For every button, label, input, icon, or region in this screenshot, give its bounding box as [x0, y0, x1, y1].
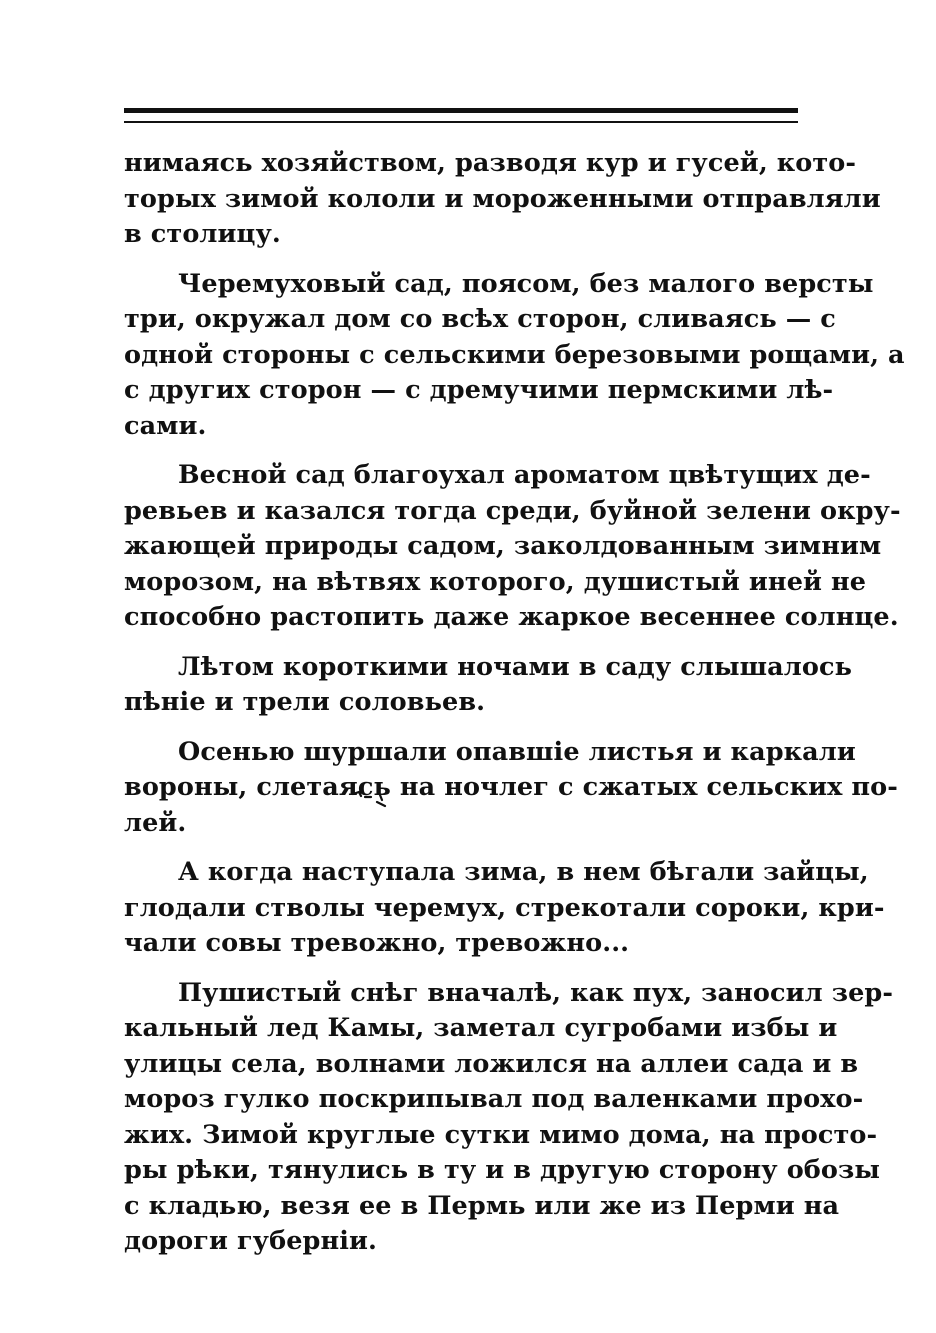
body-text [124, 146, 905, 1274]
paragraph [124, 267, 905, 445]
text-line: жих. Зимой круглые сутки мимо дома, на просто- [124, 1119, 878, 1150]
text-line: с кладью, везя ее в Пермь или же из Перми на [124, 1190, 840, 1221]
text-line: чали совы тревожно, тревожно... [124, 928, 630, 958]
text-line: морозом, на вѣтвях которого, душистый иней не [124, 566, 867, 597]
header-rule-thin [124, 121, 798, 123]
paragraph [124, 458, 901, 636]
text-line: дороги губерніи. [124, 1226, 378, 1256]
text-line: три, окружал дом со всѣх сторон, сливаясь — с [124, 304, 836, 334]
text-line: в столицу. [124, 219, 281, 249]
paragraph [124, 855, 885, 962]
text-line: лей. [124, 807, 187, 838]
text-line: торых зимой кололи и мороженными отправляли [124, 183, 881, 214]
text-line: одной стороны с сельскими березовыми рощами, а [124, 339, 905, 370]
text-line: Весной сад благоухал ароматом цвѣтущих де- [178, 460, 871, 490]
text-line: жающей природы садом, заколдованным зимним [124, 531, 882, 561]
paragraph [124, 146, 881, 253]
text-line: ревьев и казался тогда среди, буйной зелени окру- [124, 495, 901, 526]
header-rule-thick [124, 108, 798, 113]
text-line: А когда наступала зима, в нем бѣгали зайцы, [178, 857, 869, 887]
text-line: сами. [124, 410, 207, 441]
text-line: Осенью шуршали опавшіе листья и каркали [178, 736, 856, 767]
text-line: Лѣтом короткими ночами в саду слышалось [178, 651, 853, 682]
text-line: способно растопить даже жаркое весеннее солнце. [124, 602, 899, 632]
text-line: кальный лед Камы, заметал сугробами избы и [124, 1013, 838, 1043]
text-line: пѣніе и трели соловьев. [124, 687, 486, 717]
paragraph [124, 735, 898, 842]
text-line: с других сторон — с дремучими пермскими лѣ- [124, 375, 834, 405]
text-line: Пушистый снѣг вначалѣ, как пух, заносил зер- [178, 977, 894, 1008]
paragraph [124, 976, 894, 1260]
paragraph [124, 650, 853, 721]
text-line: ры рѣки, тянулись в ту и в другую сторону обозы [124, 1155, 881, 1185]
text-line: вороны, слетаясь на ночлег с сжатых сельских по- [124, 772, 898, 802]
text-line: нимаясь хозяйством, разводя кур и гусей, кото- [124, 148, 857, 178]
text-line: глодали стволы черемух, стрекотали сороки, кри- [124, 892, 885, 923]
text-line: мороз гулко поскрипывал под валенками прохо- [124, 1084, 864, 1114]
text-line: улицы села, волнами ложился на аллеи сада и в [124, 1048, 859, 1079]
text-line: Черемуховый сад, поясом, без малого версты [178, 268, 874, 299]
ink-smudge [350, 786, 390, 810]
